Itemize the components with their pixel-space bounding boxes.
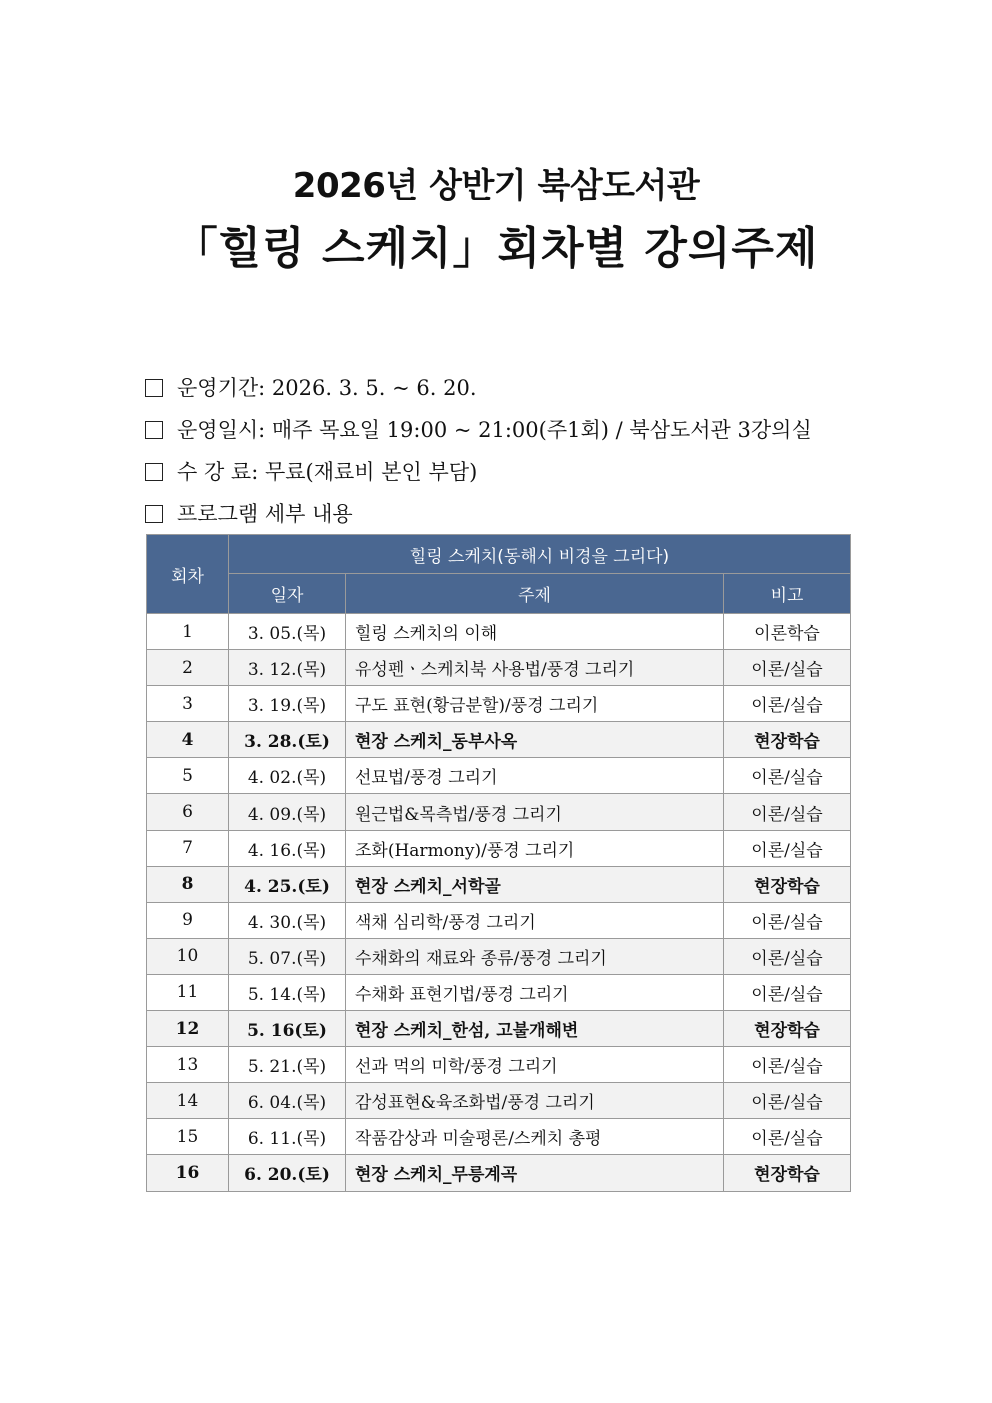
date-cell: 4. 30.(목) [229, 902, 346, 938]
info-fee [145, 456, 477, 486]
schedule-body [147, 614, 851, 1192]
topic-cell: 힐링 스케치의 이해 [346, 614, 724, 650]
header-date: 일자 [229, 574, 346, 614]
topic-cell: 현장 스케치_한섬, 고불개해변 [346, 1011, 724, 1047]
table-row [147, 830, 851, 866]
session-cell: 12 [147, 1011, 229, 1047]
document-title: 2026년 상반기 북삼도서관 [292, 166, 700, 206]
date-cell: 4. 09.(목) [229, 794, 346, 830]
note-cell: 현장학습 [724, 1155, 851, 1191]
session-cell: 14 [147, 1083, 229, 1119]
checkbox-square-icon [145, 421, 163, 439]
schedule-table [146, 534, 851, 1192]
table-row [147, 650, 851, 686]
date-cell: 3. 19.(목) [229, 686, 346, 722]
header-program: 힐링 스케치(동해시 비경을 그리다) [229, 535, 851, 574]
note-cell: 이론학습 [724, 614, 851, 650]
info-period [145, 372, 477, 402]
session-cell: 4 [147, 722, 229, 758]
table-row [147, 1011, 851, 1047]
table-row [147, 614, 851, 650]
note-cell: 이론/실습 [724, 1119, 851, 1155]
topic-cell: 작품감상과 미술평론/스케치 총평 [346, 1119, 724, 1155]
note-cell: 이론/실습 [724, 902, 851, 938]
note-cell: 이론/실습 [724, 974, 851, 1010]
date-cell: 4. 02.(목) [229, 758, 346, 794]
info-program [145, 498, 353, 528]
document-subtitle: 「힐링 스케치」회차별 강의주제 [173, 223, 819, 274]
date-cell: 5. 07.(목) [229, 938, 346, 974]
date-cell: 3. 12.(목) [229, 650, 346, 686]
checkbox-square-icon [145, 379, 163, 397]
date-cell: 6. 04.(목) [229, 1083, 346, 1119]
topic-cell: 현장 스케치_동부사옥 [346, 722, 724, 758]
header-session: 회차 [147, 535, 229, 614]
header-note: 비고 [724, 574, 851, 614]
session-cell: 2 [147, 650, 229, 686]
table-row [147, 1047, 851, 1083]
info-fee-text: 수 강 료: 무료(재료비 본인 부담) [177, 460, 478, 484]
table-row [147, 722, 851, 758]
header-topic: 주제 [346, 574, 724, 614]
note-cell: 이론/실습 [724, 758, 851, 794]
note-cell: 이론/실습 [724, 686, 851, 722]
topic-cell: 선묘법/풍경 그리기 [346, 758, 724, 794]
date-cell: 5. 14.(목) [229, 974, 346, 1010]
session-cell: 13 [147, 1047, 229, 1083]
note-cell: 현장학습 [724, 722, 851, 758]
session-cell: 7 [147, 830, 229, 866]
table-row [147, 758, 851, 794]
session-cell: 15 [147, 1119, 229, 1155]
session-cell: 3 [147, 686, 229, 722]
note-cell: 이론/실습 [724, 794, 851, 830]
note-cell: 이론/실습 [724, 830, 851, 866]
note-cell: 이론/실습 [724, 1047, 851, 1083]
note-cell: 이론/실습 [724, 650, 851, 686]
session-cell: 5 [147, 758, 229, 794]
table-row [147, 686, 851, 722]
note-cell: 이론/실습 [724, 1083, 851, 1119]
info-program-text: 프로그램 세부 내용 [177, 502, 353, 526]
note-cell: 현장학습 [724, 1011, 851, 1047]
topic-cell: 구도 표현(황금분할)/풍경 그리기 [346, 686, 724, 722]
date-cell: 6. 11.(목) [229, 1119, 346, 1155]
info-period-text: 운영기간: 2026. 3. 5. ~ 6. 20. [177, 376, 477, 400]
checkbox-square-icon [145, 463, 163, 481]
topic-cell: 현장 스케치_무릉계곡 [346, 1155, 724, 1191]
date-cell: 3. 28.(토) [229, 722, 346, 758]
date-cell: 3. 05.(목) [229, 614, 346, 650]
topic-cell: 조화(Harmony)/풍경 그리기 [346, 830, 724, 866]
topic-cell: 색채 심리학/풍경 그리기 [346, 902, 724, 938]
date-cell: 5. 16(토) [229, 1011, 346, 1047]
table-row [147, 938, 851, 974]
topic-cell: 유성펜ㆍ스케치북 사용법/풍경 그리기 [346, 650, 724, 686]
topic-cell: 현장 스케치_서학골 [346, 866, 724, 902]
table-row [147, 1155, 851, 1191]
date-cell: 4. 25.(토) [229, 866, 346, 902]
session-cell: 1 [147, 614, 229, 650]
session-cell: 10 [147, 938, 229, 974]
session-cell: 6 [147, 794, 229, 830]
session-cell: 8 [147, 866, 229, 902]
table-row [147, 902, 851, 938]
session-cell: 11 [147, 974, 229, 1010]
topic-cell: 수채화의 재료와 종류/풍경 그리기 [346, 938, 724, 974]
date-cell: 5. 21.(목) [229, 1047, 346, 1083]
session-cell: 16 [147, 1155, 229, 1191]
table-row [147, 1119, 851, 1155]
topic-cell: 선과 먹의 미학/풍경 그리기 [346, 1047, 724, 1083]
topic-cell: 수채화 표현기법/풍경 그리기 [346, 974, 724, 1010]
table-row [147, 1083, 851, 1119]
table-row [147, 866, 851, 902]
date-cell: 4. 16.(목) [229, 830, 346, 866]
checkbox-square-icon [145, 505, 163, 523]
table-row [147, 974, 851, 1010]
table-row [147, 794, 851, 830]
session-cell: 9 [147, 902, 229, 938]
note-cell: 현장학습 [724, 866, 851, 902]
info-schedule-text: 운영일시: 매주 목요일 19:00 ~ 21:00(주1회) / 북삼도서관 3강의실 [177, 418, 812, 442]
date-cell: 6. 20.(토) [229, 1155, 346, 1191]
note-cell: 이론/실습 [724, 938, 851, 974]
info-schedule [145, 414, 812, 444]
topic-cell: 감성표현&육조화법/풍경 그리기 [346, 1083, 724, 1119]
topic-cell: 원근법&목측법/풍경 그리기 [346, 794, 724, 830]
